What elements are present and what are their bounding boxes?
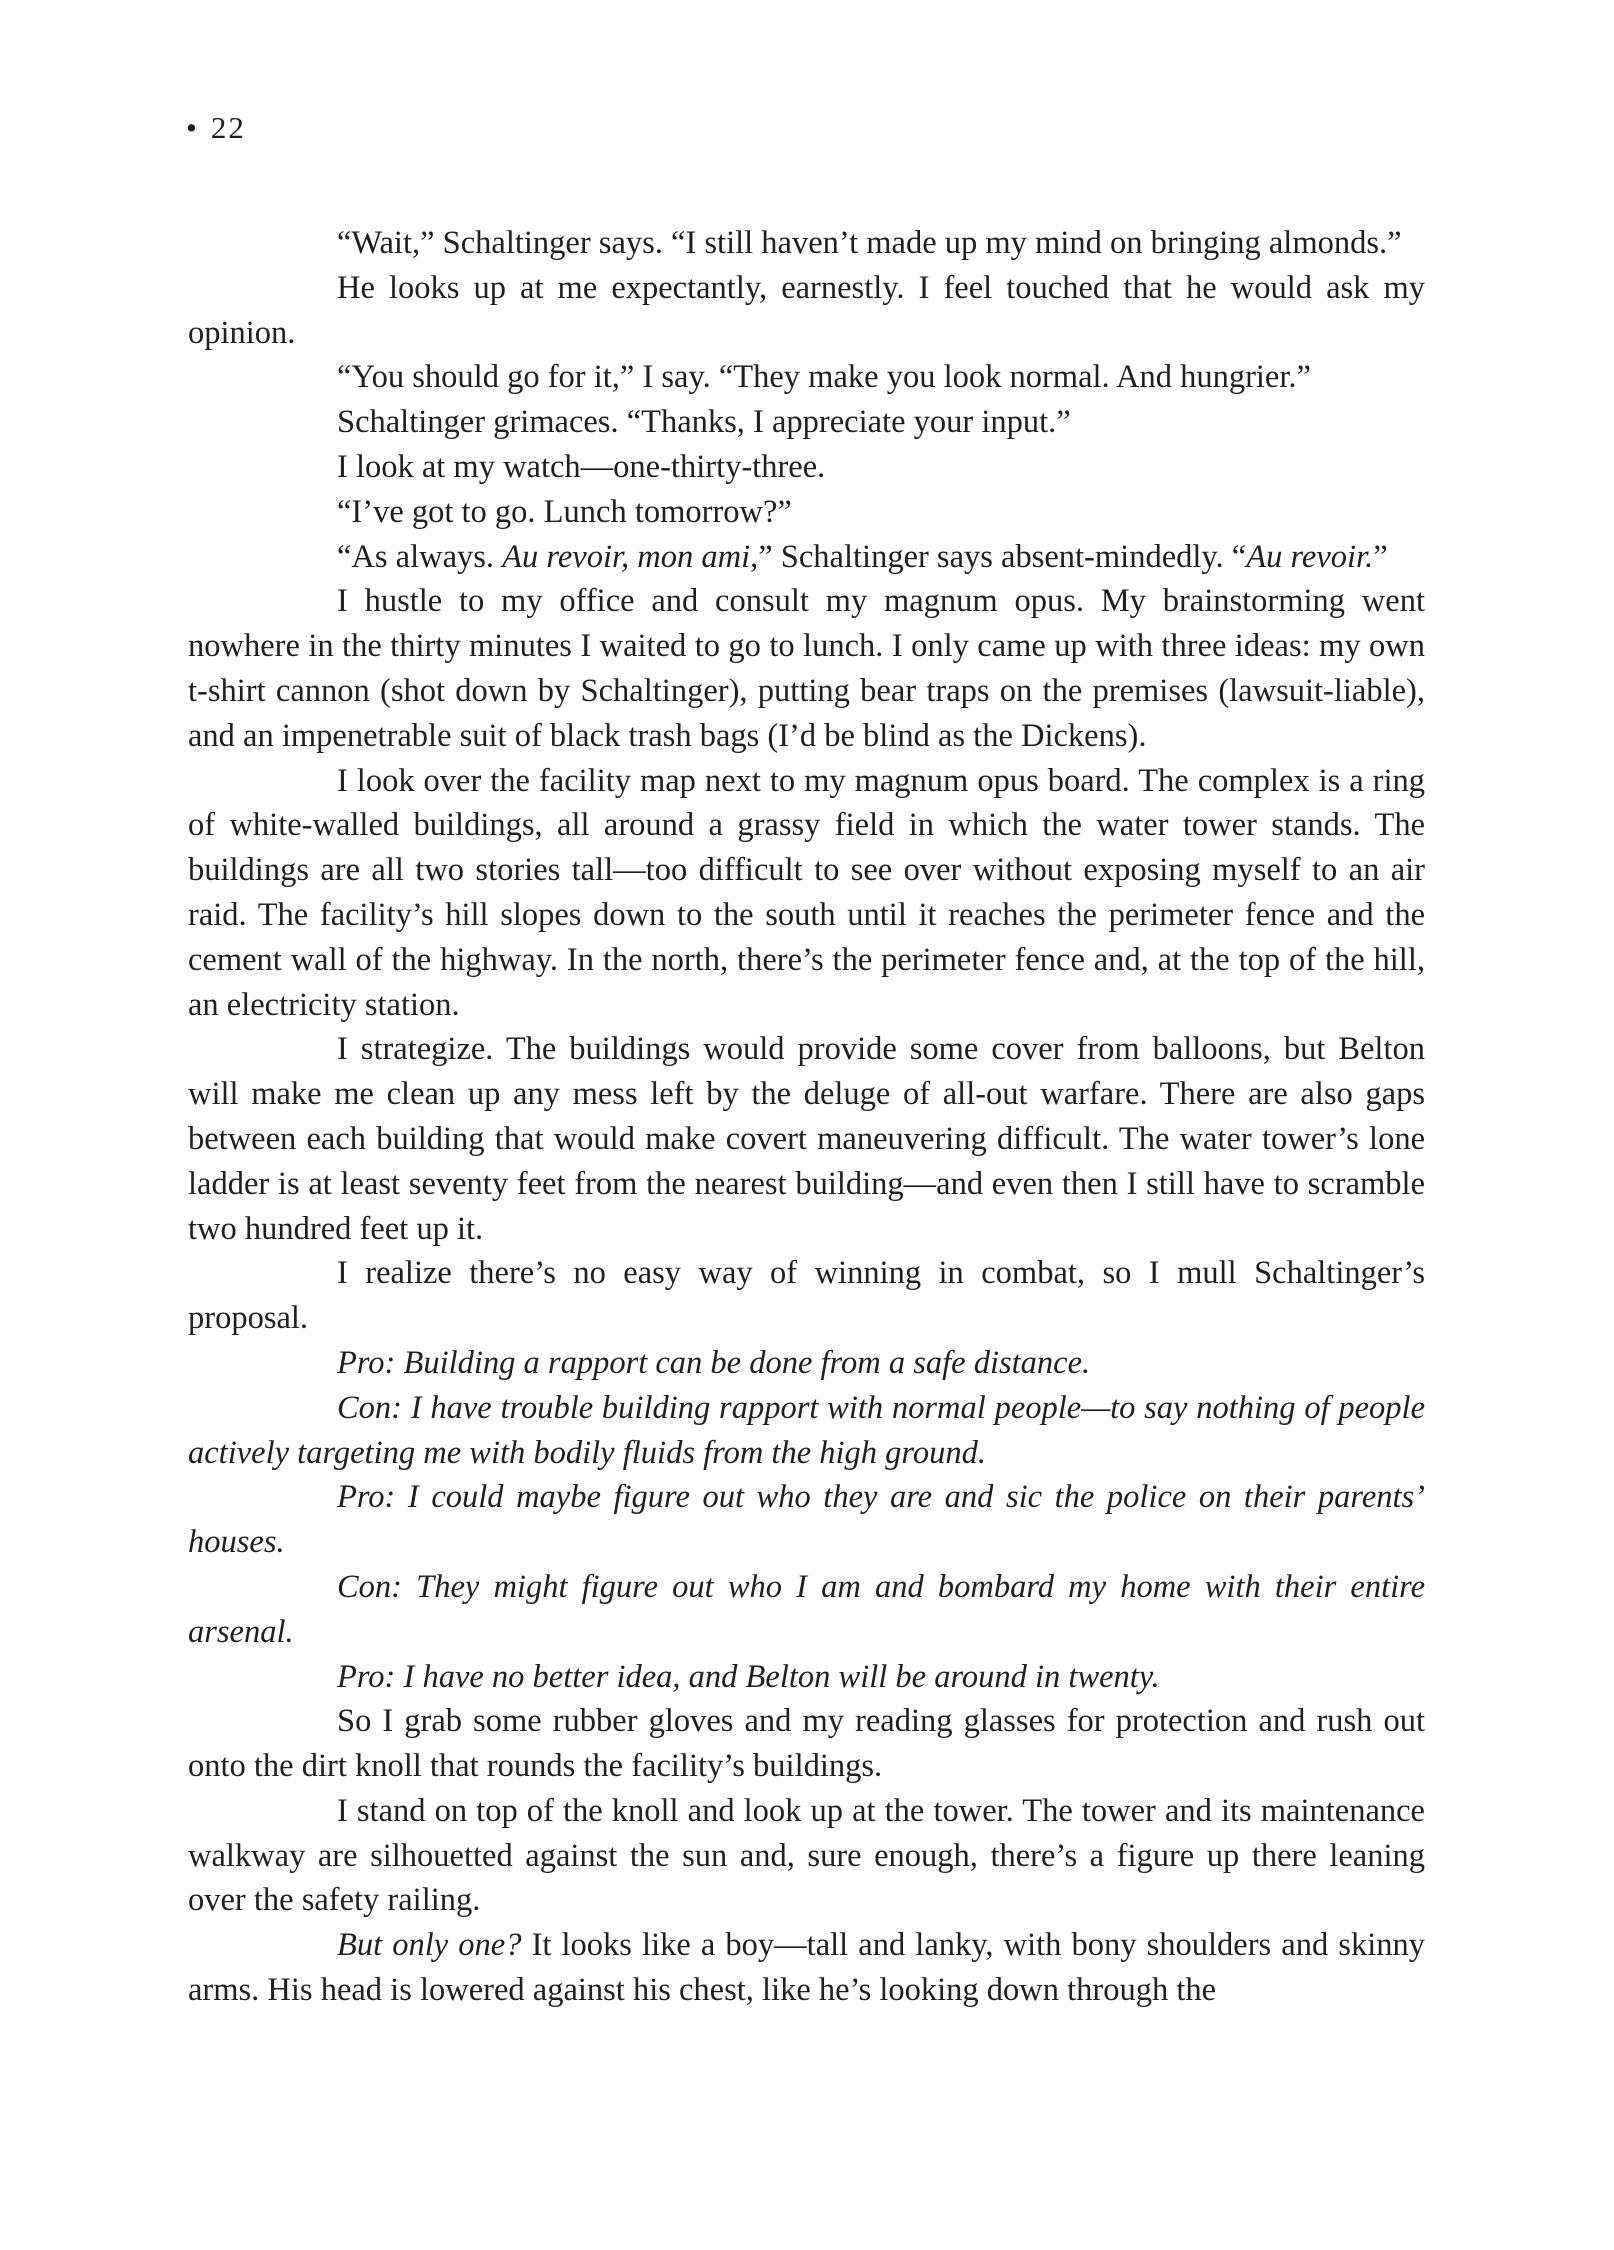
paragraph-con-2: Con: They might figure out who I am and bombard my home with their entire arsenal.	[188, 1568, 1425, 1650]
paragraph-hustle: I hustle to my office and consult my magnum opus. My brainstorming went nowhere in the thirty minutes I waited to go to lunch. I only came up with three ideas: my own t-shirt cannon (shot down by Schaltinger), putting bear traps on the premises (lawsuit-liable), and an impenetrable suit of black trash bags (I’d be blind as the Dickens).	[188, 583, 1425, 754]
paragraph-facility-map: I look over the facility map next to my magnum opus board. The complex is a ring of white-walled buildings, all around a grassy field in which the water tower stands. The buildings are all two stories tall—too difficult to see over without exposing myself to an air raid. The facility’s hill slopes down to the south until it reaches the perimeter fence and the cement wall of the highway. In the north, there’s the perimeter fence and, at the top of the hill, an electricity station.	[188, 762, 1425, 1023]
paragraph-go-for-it: “You should go for it,” I say. “They make you look normal. And hungrier.”	[337, 359, 1311, 396]
page-number	[186, 108, 246, 148]
au-revoir-text-3: ”	[1373, 538, 1388, 575]
page-number-bullet: •	[186, 110, 199, 145]
paragraph-watch: I look at my watch—one-thirty-three.	[337, 448, 826, 485]
page-number-value: 22	[210, 110, 246, 145]
paragraph-knoll: I stand on top of the knoll and look up at the tower. The tower and its maintenance walkway are silhouetted against the sun and, sure enough, there’s a figure up there leaning over the safety railing.	[188, 1792, 1425, 1919]
au-revoir-italic-2: Au revoir.	[1246, 538, 1374, 575]
paragraph-only-one	[188, 1923, 1425, 2013]
au-revoir-italic-1: Au revoir, mon ami	[502, 538, 751, 575]
paragraph-pro-3: Pro: I have no better idea, and Belton will be around in twenty.	[337, 1658, 1160, 1695]
paragraph-grimaces: Schaltinger grimaces. “Thanks, I appreciate your input.”	[337, 404, 1071, 441]
paragraph-rubber-gloves: So I grab some rubber gloves and my reading glasses for protection and rush out onto the dirt knoll that rounds the facility’s buildings.	[188, 1703, 1425, 1785]
paragraph-pro-2: Pro: I could maybe figure out who they are and sic the police on their parents’ houses.	[188, 1479, 1425, 1561]
paragraph-con-1: Con: I have trouble building rapport with normal people—to say nothing of people actively targeting me with bodily fluids from the high ground.	[188, 1389, 1425, 1471]
paragraph-lunch-tomorrow: “I’ve got to go. Lunch tomorrow?”	[337, 493, 792, 530]
only-one-text: It looks like a boy—tall and lanky, with bony shoulders and skinny arms. His head is lowered against his chest, like he’s looking down through the	[188, 1927, 1425, 2009]
au-revoir-text-2: ,” Schaltinger says absent-mindedly. “	[750, 538, 1247, 575]
paragraph-au-revoir	[188, 535, 1425, 580]
only-one-italic: But only one?	[337, 1927, 522, 1964]
paragraph-looks-up: He looks up at me expectantly, earnestly. I feel touched that he would ask my opinion.	[188, 269, 1425, 351]
paragraph-wait: “Wait,” Schaltinger says. “I still haven’t made up my mind on bringing almonds.”	[337, 225, 1402, 261]
paragraph-realize: I realize there’s no easy way of winning in combat, so I mull Schaltinger’s proposal.	[188, 1255, 1425, 1337]
paragraph-pro-1: Pro: Building a rapport can be done from a safe distance.	[337, 1344, 1091, 1381]
paragraph-strategize: I strategize. The buildings would provide some cover from balloons, but Belton will make me clean up any mess left by the deluge of all-out warfare. There are also gaps between each building that would make covert maneuvering difficult. The water tower’s lone ladder is at least seventy feet from the nearest building—and even then I still have to scramble two hundred feet up it.	[188, 1031, 1425, 1247]
body-text	[188, 221, 1425, 2013]
au-revoir-text-1: “As always.	[337, 538, 503, 575]
